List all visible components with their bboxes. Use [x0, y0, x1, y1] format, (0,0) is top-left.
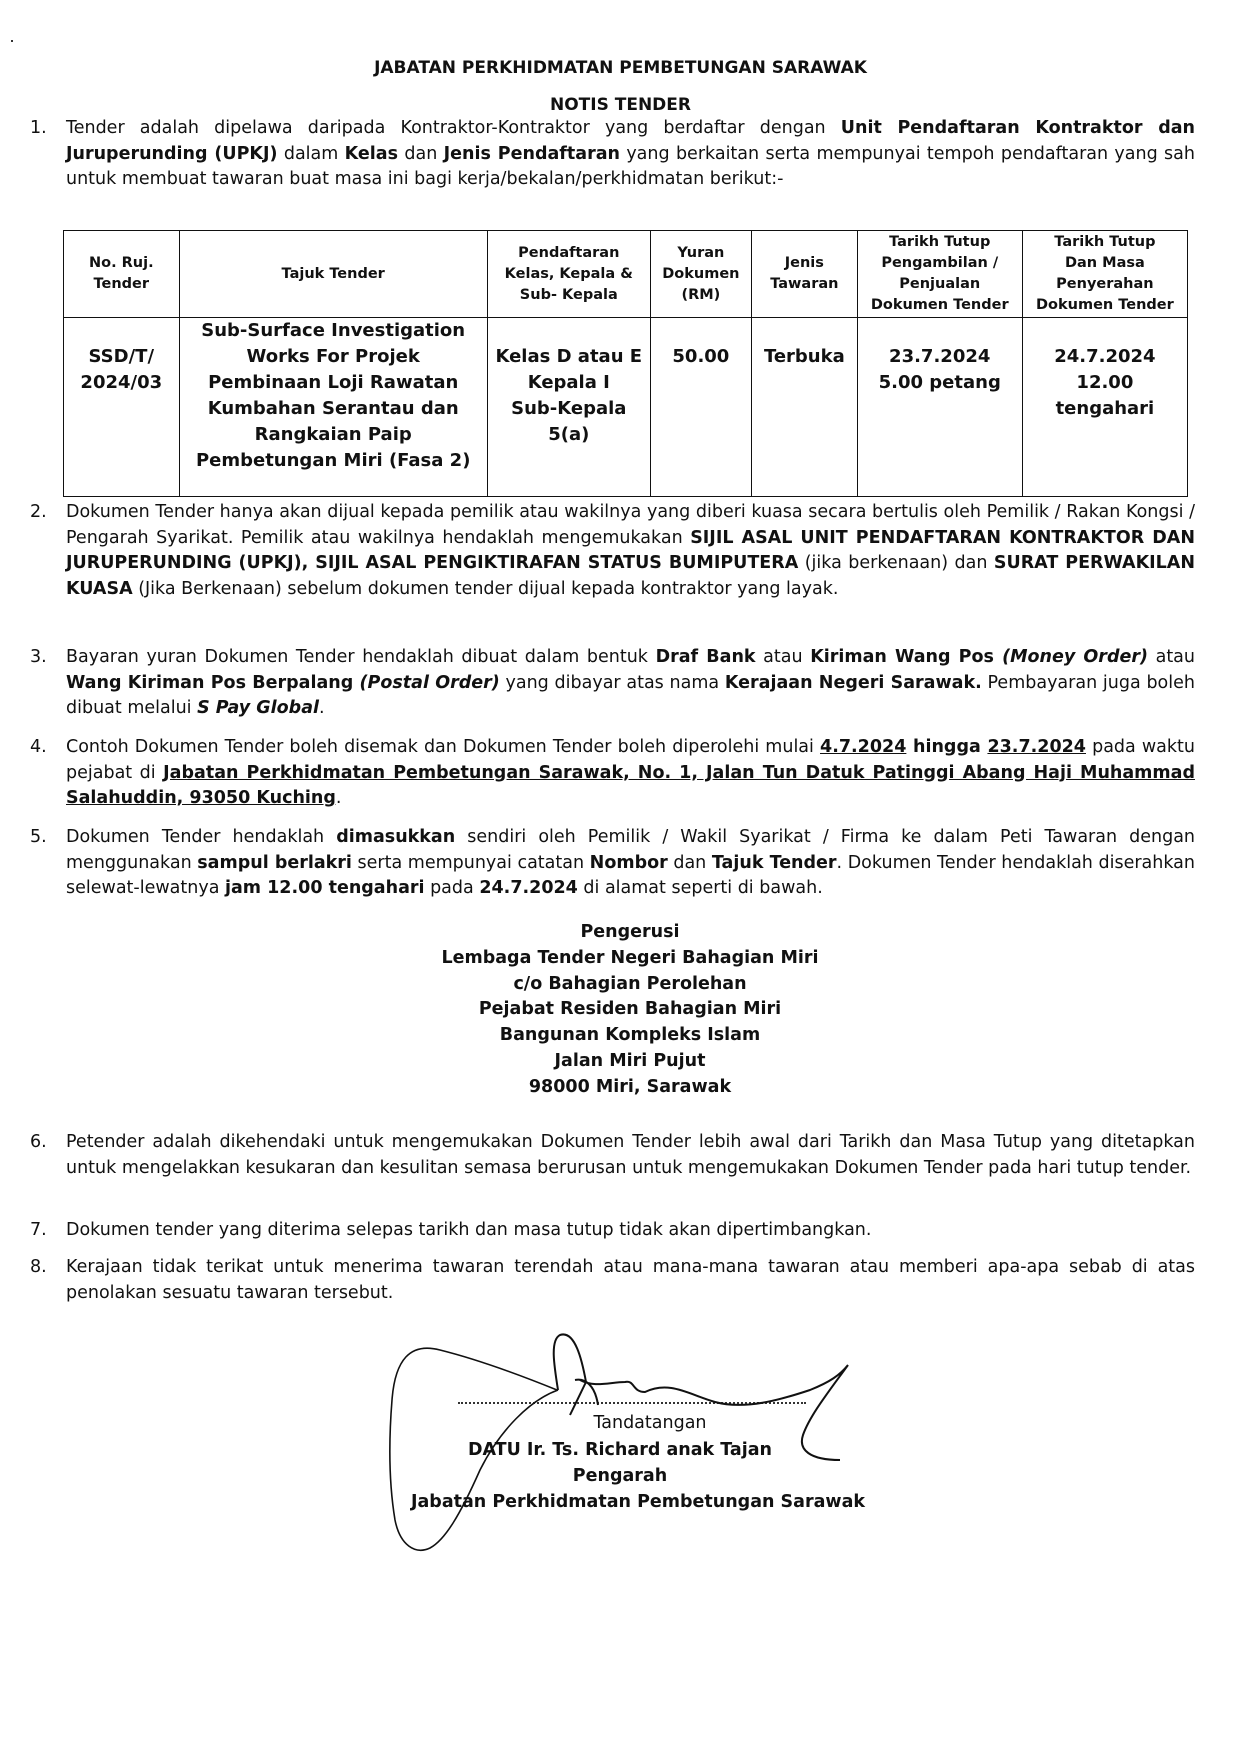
- col-header-submission-close: Tarikh Tutup Dan Masa Penyerahan Dokumen Tender: [1022, 231, 1187, 318]
- notice-item-7: [30, 1218, 1195, 1244]
- item-number: 2.: [30, 502, 47, 522]
- notice-item-1: [30, 116, 1195, 193]
- item-text: Dokumen Tender hendaklah dimasukkan sendiri oleh Pemilik / Wakil Syarikat / Firma ke dalam Peti Tawaran dengan menggunakan sampul berlakri serta mempunyai catatan Nombor dan Tajuk Tender. Dokumen Tender hendaklah diserahkan selewat-lewatnya jam 12.00 tengahari pada 24.7.2024 di alamat seperti di bawah.: [66, 827, 1196, 898]
- item-number: 6.: [30, 1132, 47, 1152]
- signatory-organisation: Jabatan Perkhidmatan Pembetungan Sarawak: [410, 1492, 866, 1512]
- page-title: NOTIS TENDER: [549, 95, 691, 115]
- item-text: Kerajaan tidak terikat untuk menerima tawaran terendah atau mana-mana tawaran atau memberi apa-apa sebab di atas penolakan sesuatu tawaran tersebut.: [66, 1257, 1195, 1303]
- item-number: 8.: [30, 1257, 47, 1277]
- tender-table: [63, 230, 1188, 497]
- submission-address: Pengerusi Lembaga Tender Negeri Bahagian Miri c/o Bahagian Perolehan Pejabat Residen Bahagian Miri Bangunan Kompleks Islam Jalan Miri Pujut 98000 Miri, Sarawak: [441, 922, 819, 1097]
- col-header-offer-type: Jenis Tawaran: [752, 231, 858, 318]
- scan-artifact: [11, 40, 13, 42]
- table-row: [64, 318, 1188, 497]
- notice-item-3: [30, 645, 1195, 722]
- cell-submission-close: 24.7.2024 12.00 tengahari: [1022, 318, 1187, 497]
- signatory-name: DATU Ir. Ts. Richard anak Tajan: [467, 1440, 773, 1460]
- notice-item-2: [30, 500, 1195, 602]
- item-number: 7.: [30, 1220, 47, 1240]
- col-header-sale-close: Tarikh Tutup Pengambilan / Penjualan Dokumen Tender: [857, 231, 1022, 318]
- signatory-position: Pengarah: [572, 1466, 668, 1486]
- cell-title: Sub-Surface Investigation Works For Projek Pembinaan Loji Rawatan Kumbahan Serantau dan Rangkaian Paip Pembetungan Miri (Fasa 2): [179, 318, 487, 497]
- cell-sale-close: 23.7.2024 5.00 petang: [857, 318, 1022, 497]
- cell-registration: Kelas D atau E Kepala I Sub-Kepala 5(a): [487, 318, 650, 497]
- col-header-registration: Pendaftaran Kelas, Kepala & Sub- Kepala: [487, 231, 650, 318]
- item-text: Dokumen Tender hanya akan dijual kepada pemilik atau wakilnya yang diberi kuasa secara bertulis oleh Pemilik / Rakan Kongsi / Pengarah Syarikat. Pemilik atau wakilnya hendaklah mengemukakan SIJIL ASAL UNIT PENDAFTARAN KONTRAKTOR DAN JURUPERUNDING (UPKJ), SIJIL ASAL PENGIKTIRAFAN STATUS BUMIPUTERA (jika berkenaan) dan SURAT PERWAKILAN KUASA (Jika Berkenaan) sebelum dokumen tender dijual kepada kontraktor yang layak.: [66, 502, 1195, 599]
- item-text: Dokumen tender yang diterima selepas tarikh dan masa tutup tidak akan dipertimbangkan.: [66, 1220, 872, 1240]
- item-text: Tender adalah dipelawa daripada Kontraktor-Kontraktor yang berdaftar dengan Unit Pendaftaran Kontraktor dan Juruperunding (UPKJ) dalam Kelas dan Jenis Pendaftaran yang berkaitan serta mempunyai tempoh pendaftaran yang sah untuk membuat tawaran buat masa ini bagi kerja/bekalan/perkhidmatan berikut:-: [66, 118, 1195, 189]
- handwritten-signature-icon: [370, 1320, 890, 1580]
- col-header-title: Tajuk Tender: [179, 231, 487, 318]
- item-number: 5.: [30, 827, 47, 847]
- notice-item-8: [30, 1255, 1195, 1306]
- notice-item-4: [30, 735, 1195, 812]
- notice-item-5: [30, 825, 1195, 902]
- table-header-row: [64, 231, 1188, 318]
- department-heading: JABATAN PERKHIDMATAN PEMBETUNGAN SARAWAK: [374, 58, 867, 78]
- col-header-fee: Yuran Dokumen (RM): [650, 231, 751, 318]
- cell-offer-type: Terbuka: [752, 318, 858, 497]
- notice-item-6: [30, 1130, 1195, 1181]
- item-text: Bayaran yuran Dokumen Tender hendaklah dibuat dalam bentuk Draf Bank atau Kiriman Wang Pos (Money Order) atau Wang Kiriman Pos Berpalang (Postal Order) yang dibayar atas nama Kerajaan Negeri Sarawak. Pembayaran juga boleh dibuat melalui S Pay Global.: [66, 647, 1195, 718]
- item-number: 3.: [30, 647, 47, 667]
- item-number: 4.: [30, 737, 47, 757]
- col-header-ref-no: No. Ruj. Tender: [64, 231, 180, 318]
- signature-label: Tandatangan: [593, 1413, 707, 1433]
- item-number: 1.: [30, 118, 47, 138]
- cell-fee: 50.00: [650, 318, 751, 497]
- item-text: Petender adalah dikehendaki untuk mengemukakan Dokumen Tender lebih awal dari Tarikh dan Masa Tutup yang ditetapkan untuk mengelakkan kesukaran dan kesulitan semasa berurusan untuk mengemukakan Dokumen Tender pada hari tutup tender.: [66, 1132, 1195, 1178]
- item-text: Contoh Dokumen Tender boleh disemak dan Dokumen Tender boleh diperolehi mulai 4.7.2024 hingga 23.7.2024 pada waktu pejabat di Jabatan Perkhidmatan Pembetungan Sarawak, No. 1, Jalan Tun Datuk Patinggi Abang Haji Muhammad Salahuddin, 93050 Kuching.: [66, 737, 1195, 808]
- cell-ref-no: SSD/T/ 2024/03: [64, 318, 180, 497]
